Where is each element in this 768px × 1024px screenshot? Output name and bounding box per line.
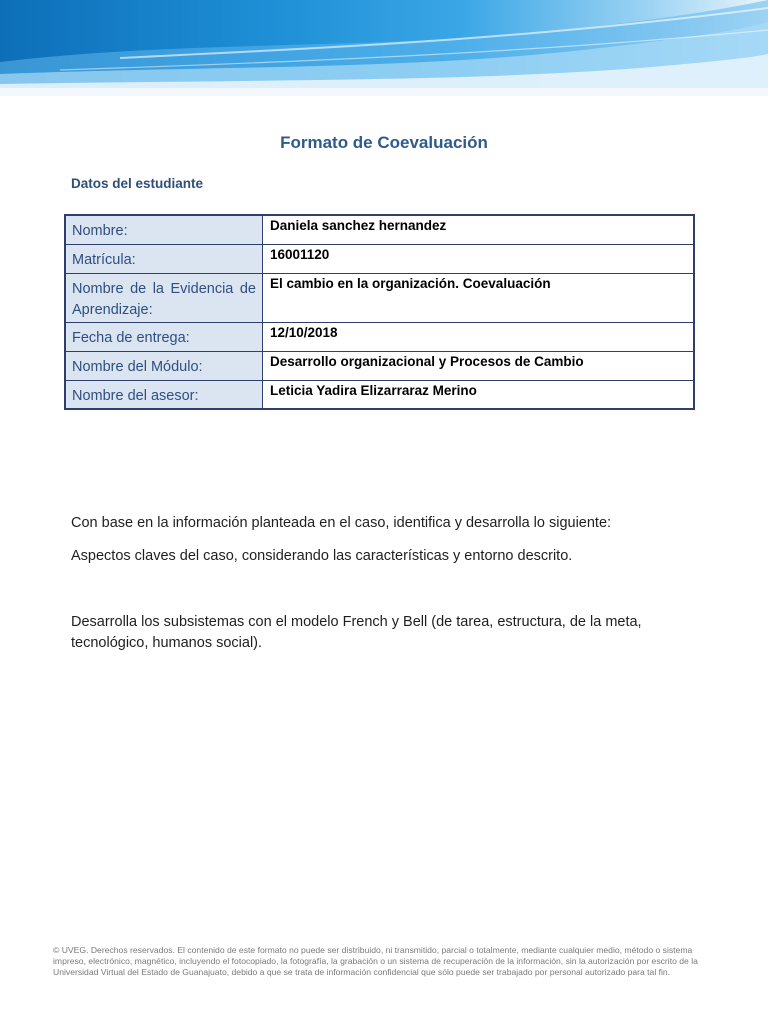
table-row: [65, 215, 694, 244]
key-aspects-paragraph: Aspectos claves del caso, considerando las características y entorno descrito.: [71, 548, 573, 564]
label-fecha-entrega: Fecha de entrega:: [65, 322, 263, 351]
value-asesor: Leticia Yadira Elizarraraz Merino: [263, 380, 695, 409]
value-fecha-entrega: 12/10/2018: [263, 322, 695, 351]
subsystems-paragraph: Desarrolla los subsistemas con el modelo French y Bell (de tarea, estructura, de la meta, tecnológico, humanos social).: [71, 614, 642, 651]
section-title-student-data: Datos del estudiante: [71, 176, 204, 191]
header-banner: [0, 0, 768, 96]
label-evidencia: Nombre de la Evidencia de Aprendizaje:: [65, 273, 263, 322]
table-row: [65, 244, 694, 273]
copyright-footer: © UVEG. Derechos reservados. El contenido de este formato no puede ser distribuido, ni transmitido, parcial o totalmente, mediante cualquier medio, método o sistema impreso, electrónico, magnético, incluyendo el fotocopiado, la fotografía, la grabación o un sistema de recuperación de la información, sin la autorización por escrito de la Universidad Virtual del Estado de Guanajuato, debido a que se trata de información confidencial que sólo puede ser trabajado por personal autorizado para tal fin.: [53, 945, 698, 977]
label-matricula: Matrícula:: [65, 244, 263, 273]
label-modulo: Nombre del Módulo:: [65, 351, 263, 380]
value-modulo: Desarrollo organizacional y Procesos de Cambio: [263, 351, 695, 380]
value-evidencia: El cambio en la organización. Coevaluación: [263, 273, 695, 322]
table-row: [65, 322, 694, 351]
value-matricula: 16001120: [263, 244, 695, 273]
label-nombre: Nombre:: [65, 215, 263, 244]
table-row: [65, 351, 694, 380]
instruction-paragraph: Con base en la información planteada en el caso, identifica y desarrolla lo siguiente:: [71, 515, 612, 531]
document-title: Formato de Coevaluación: [280, 133, 488, 152]
table-row: [65, 380, 694, 409]
table-row: [65, 273, 694, 322]
header-wave-decoration: [0, 0, 768, 96]
label-asesor: Nombre del asesor:: [65, 380, 263, 409]
student-data-table: [64, 214, 695, 410]
value-nombre: Daniela sanchez hernandez: [263, 215, 695, 244]
